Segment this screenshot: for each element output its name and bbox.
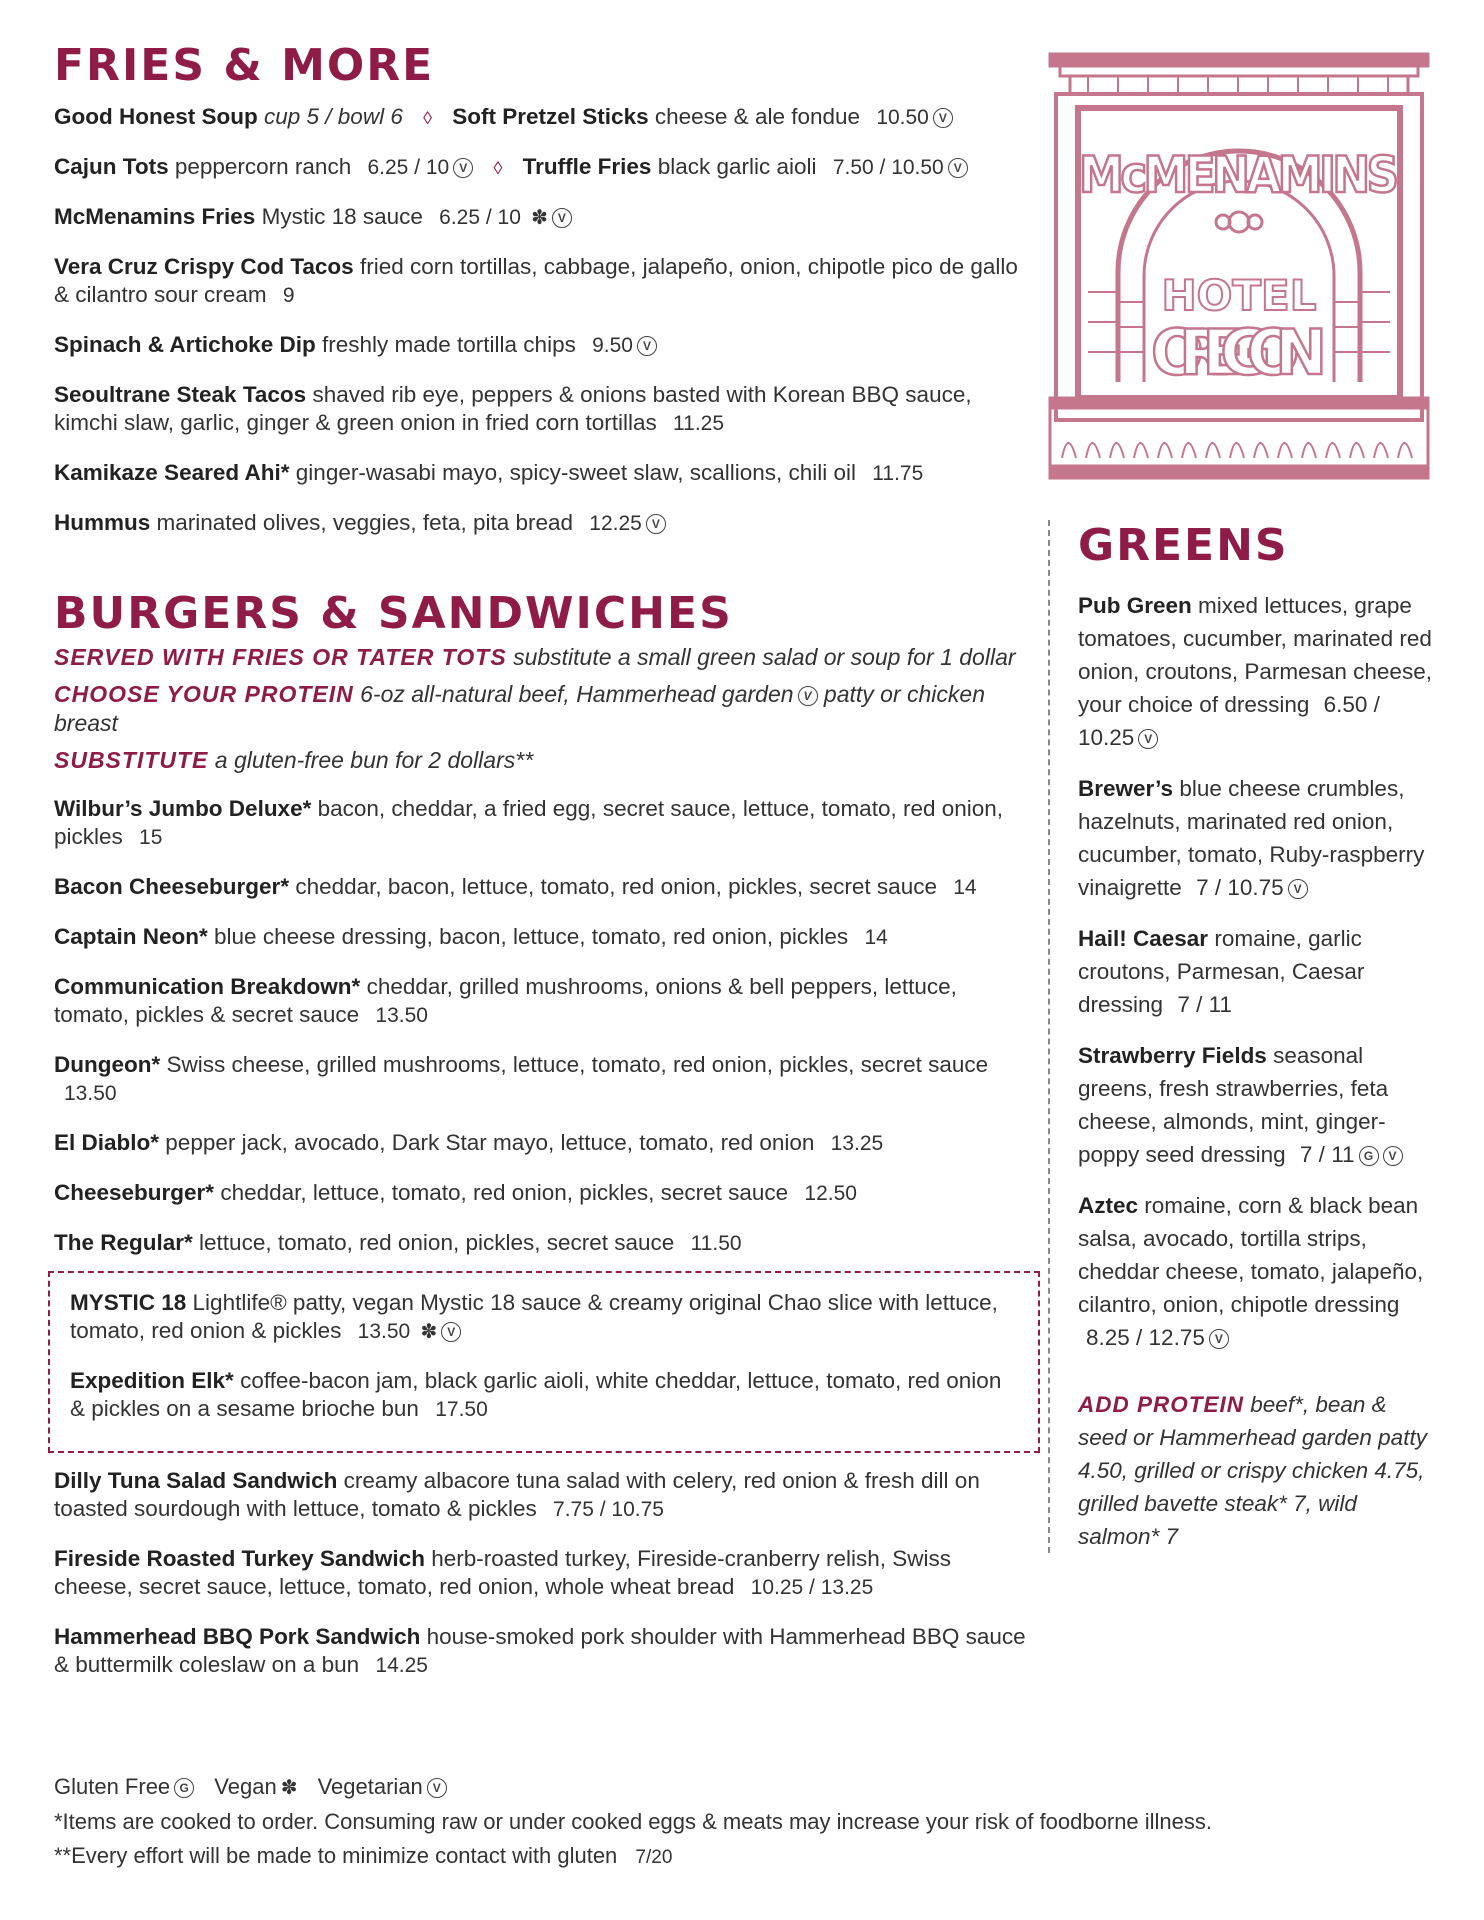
item-desc: pepper jack, avocado, Dark Star mayo, lettuce, tomato, red onion	[165, 1130, 815, 1155]
add-protein-note	[1078, 1388, 1432, 1553]
substitute-note	[54, 746, 1034, 775]
item-desc: cup 5 / bowl 6	[264, 104, 403, 129]
item-name: Hummus	[54, 510, 151, 535]
item-desc: romaine, corn & black bean salsa, avocado, tortilla strips, cheddar cheese, tomato, jalapeño, cilantro, onion, chipotle dressing	[1078, 1193, 1424, 1317]
item-price: 7.75 / 10.75	[553, 1498, 664, 1521]
item-desc: blue cheese crumbles, hazelnuts, marinated red onion, cucumber, tomato, Ruby-raspberry vinaigrette	[1078, 776, 1425, 900]
menu-item	[54, 509, 1034, 538]
item-name: Cheeseburger*	[54, 1180, 215, 1205]
item-desc: freshly made tortilla chips	[321, 332, 576, 357]
menu-item	[54, 1051, 1034, 1108]
item-price: 12.50	[804, 1182, 857, 1205]
item-price: 7.50 / 10.50	[832, 156, 944, 179]
vegan-icon: ✽	[420, 1321, 438, 1343]
item-name: Vera Cruz Crispy Cod Tacos	[54, 254, 354, 279]
item-price: 11.50	[690, 1232, 742, 1255]
raw-food-warning: *Items are cooked to order. Consuming raw or under cooked eggs & meats may increase your risk of foodborne illness.	[54, 1809, 1213, 1834]
logo-text-oregon: OREGON	[1151, 316, 1327, 389]
vegetarian-icon: V	[646, 514, 666, 534]
item-desc: shaved rib eye, peppers & onions basted with Korean BBQ sauce, kimchi slaw, garlic, ginger & green onion in fried corn tortillas	[54, 382, 972, 435]
fries-title: FRIES & MORE	[54, 40, 435, 91]
gluten-note	[54, 1839, 1212, 1875]
logo-graphic	[1048, 52, 1430, 480]
vegetarian-icon: V	[441, 1322, 461, 1342]
item-desc: cheddar, bacon, lettuce, tomato, red onion, pickles, secret sauce	[295, 874, 937, 899]
item-desc: seasonal greens, fresh strawberries, feta cheese, almonds, mint, ginger-poppy seed dressing	[1078, 1043, 1389, 1167]
item-desc: mixed lettuces, grape tomatoes, cucumber, marinated red onion, croutons, Parmesan cheese, your choice of dressing	[1078, 593, 1432, 717]
item-name: Captain Neon*	[54, 924, 208, 949]
item-name: Wilbur’s Jumbo Deluxe*	[54, 796, 312, 821]
menu-item	[54, 253, 1034, 310]
vegetarian-icon: V	[1288, 879, 1308, 899]
item-desc: Mystic 18 sauce	[261, 204, 423, 229]
item-price: 14.25	[375, 1654, 428, 1677]
separator-icon: ◊	[493, 158, 503, 178]
item-price: 13.50	[357, 1320, 411, 1343]
item-price: 8.25 / 12.75	[1086, 1325, 1205, 1350]
item-name: Bacon Cheeseburger*	[54, 874, 290, 899]
vegetarian-icon: V	[453, 158, 473, 178]
item-desc: coffee-bacon jam, black garlic aioli, white cheddar, lettuce, tomato, red onion & pickles on a sesame brioche bun	[70, 1368, 1002, 1421]
item-name: Truffle Fries	[522, 154, 652, 179]
logo-text-mcmenamins: McMENAMINS	[1079, 146, 1399, 204]
item-name: The Regular*	[54, 1230, 193, 1255]
legend-vegan: Vegan	[214, 1774, 277, 1799]
menu-item	[54, 331, 1034, 360]
item-desc: peppercorn ranch	[174, 154, 352, 179]
vegetarian-icon: V	[1383, 1146, 1403, 1166]
greens-title: GREENS	[1078, 520, 1289, 571]
item-desc: herb-roasted turkey, Fireside-cranberry relish, Swiss cheese, secret sauce, lettuce, tomato, red onion, whole wheat bread	[54, 1546, 951, 1599]
gluten-free-icon: G	[174, 1778, 194, 1798]
item-name: El Diablo*	[54, 1130, 160, 1155]
legend-vegetarian: Vegetarian	[317, 1774, 423, 1799]
item-desc: marinated olives, veggies, feta, pita bread	[156, 510, 574, 535]
item-name: Fireside Roasted Turkey Sandwich	[54, 1546, 425, 1571]
menu-item	[54, 873, 1034, 902]
menu-item	[54, 1623, 1034, 1680]
note-text: beef*, bean & seed or Hammerhead garden patty 4.50, grilled or crispy chicken 4.75, grilled bavette steak* 7, wild salmon* 7	[1078, 1392, 1427, 1549]
footer	[54, 1770, 1212, 1875]
item-desc: Swiss cheese, grilled mushrooms, lettuce, tomato, red onion, pickles, secret sauce	[166, 1052, 989, 1077]
item-price: 15	[139, 826, 163, 849]
legend-gluten-free: Gluten Free	[54, 1774, 171, 1799]
item-name: Good Honest Soup	[54, 104, 258, 129]
item-name: Pub Green	[1078, 593, 1192, 618]
item-name: MYSTIC 18	[70, 1290, 187, 1315]
menu-item	[54, 1229, 1034, 1258]
note-keyword: CHOOSE YOUR PROTEIN	[54, 681, 354, 707]
menu-item	[54, 795, 1034, 852]
note-text: a gluten-free bun for 2 dollars**	[214, 747, 534, 773]
item-desc: house-smoked pork shoulder with Hammerhead BBQ sauce & buttermilk coleslaw on a bun	[54, 1624, 1026, 1677]
item-price: 12.25	[589, 512, 642, 535]
salad-item	[1078, 1039, 1432, 1171]
item-price: 11.25	[673, 412, 725, 435]
menu-item	[54, 1179, 1034, 1208]
salad-item	[1078, 772, 1432, 904]
menu-date: 7/20	[635, 1847, 673, 1868]
item-price: 13.25	[830, 1132, 884, 1155]
item-name: Strawberry Fields	[1078, 1043, 1267, 1068]
vegetarian-icon: V	[1138, 729, 1158, 749]
item-price: 13.50	[64, 1082, 117, 1105]
menu-row-tots-truffle	[54, 153, 1034, 182]
item-name: McMenamins Fries	[54, 204, 256, 229]
menu-item	[54, 1545, 1034, 1602]
menu-item	[54, 381, 1034, 438]
item-name: Aztec	[1078, 1193, 1139, 1218]
item-name: Soft Pretzel Sticks	[452, 104, 649, 129]
item-price: 11.75	[872, 462, 924, 485]
item-price: 6.25 / 10	[439, 206, 521, 229]
hotel-oregon-logo	[1048, 52, 1430, 480]
item-price: 10.25 / 13.25	[750, 1576, 874, 1599]
item-name: Dilly Tuna Salad Sandwich	[54, 1468, 338, 1493]
note-keyword: SUBSTITUTE	[54, 747, 209, 773]
item-price: 7 / 11	[1177, 992, 1232, 1017]
item-desc: bacon, cheddar, a fried egg, secret sauce, lettuce, tomato, red onion, pickles	[54, 796, 1004, 849]
menu-item	[54, 973, 1034, 1030]
menu-item	[54, 203, 1034, 232]
burgers-title: BURGERS & SANDWICHES	[54, 588, 733, 639]
item-name: Hammerhead BBQ Pork Sandwich	[54, 1624, 421, 1649]
item-price: 14	[953, 876, 977, 899]
item-price: 10.50	[876, 106, 929, 129]
item-name: Dungeon*	[54, 1052, 161, 1077]
vegetarian-icon: V	[1209, 1329, 1229, 1349]
vegetarian-icon: V	[798, 686, 818, 706]
item-desc: cheese & ale fondue	[654, 104, 861, 129]
item-desc: Lightlife® patty, vegan Mystic 18 sauce & creamy original Chao slice with lettuce, tomato, red onion & pickles	[70, 1290, 998, 1343]
menu-item	[54, 1129, 1034, 1158]
salad-item	[1078, 589, 1432, 754]
menu-item	[70, 1367, 1018, 1424]
item-price: 7 / 10.75	[1196, 875, 1284, 900]
item-name: Brewer’s	[1078, 776, 1174, 801]
item-name: Kamikaze Seared Ahi*	[54, 460, 290, 485]
item-desc: black garlic aioli	[657, 154, 817, 179]
divider-line	[1048, 520, 1050, 1553]
gluten-free-icon: G	[1359, 1146, 1379, 1166]
gluten-note-text: **Every effort will be made to minimize contact with gluten	[54, 1843, 618, 1868]
vegetarian-icon: V	[948, 158, 968, 178]
menu-item	[54, 459, 1034, 488]
special-box	[48, 1271, 1040, 1453]
item-desc: ginger-wasabi mayo, spicy-sweet slaw, scallions, chili oil	[295, 460, 857, 485]
protein-note	[54, 680, 1034, 738]
logo-text-hotel: HOTEL	[1161, 271, 1317, 320]
item-name: Hail! Caesar	[1078, 926, 1209, 951]
separator-icon: ◊	[423, 108, 433, 128]
menu-item	[70, 1289, 1018, 1346]
item-price: 6.25 / 10	[367, 156, 450, 179]
item-name: Spinach & Artichoke Dip	[54, 332, 316, 357]
menu-item	[54, 923, 1034, 952]
left-column	[54, 40, 1034, 1701]
salad-item	[1078, 1189, 1432, 1354]
item-price: 9.50	[592, 334, 633, 357]
vegetarian-icon: V	[552, 208, 572, 228]
item-price: 13.50	[375, 1004, 428, 1027]
note-text: 6-oz all-natural beef, Hammerhead garden	[360, 681, 794, 707]
vegetarian-icon: V	[427, 1778, 447, 1798]
served-note	[54, 643, 1034, 672]
item-price: 6.50 / 10.25	[1078, 692, 1380, 750]
note-text: substitute a small green salad or soup for 1 dollar	[513, 644, 1016, 670]
vegan-icon: ✽	[531, 207, 548, 229]
greens-section	[1048, 520, 1432, 1553]
item-desc: creamy albacore tuna salad with celery, red onion & fresh dill on toasted sourdough with lettuce, tomato & pickles	[54, 1468, 980, 1521]
item-name: Expedition Elk*	[70, 1368, 234, 1393]
item-desc: cheddar, lettuce, tomato, red onion, pickles, secret sauce	[220, 1180, 789, 1205]
item-desc: lettuce, tomato, red onion, pickles, secret sauce	[199, 1230, 675, 1255]
note-keyword: ADD PROTEIN	[1078, 1392, 1245, 1417]
item-price: 14	[864, 926, 888, 949]
salad-item	[1078, 922, 1432, 1021]
item-desc: blue cheese dressing, bacon, lettuce, tomato, red onion, pickles	[214, 924, 849, 949]
item-desc: romaine, garlic croutons, Parmesan, Caesar dressing	[1078, 926, 1365, 1017]
note-keyword: SERVED WITH FRIES OR TATER TOTS	[54, 644, 507, 670]
legend-line	[54, 1770, 1212, 1805]
item-name: Cajun Tots	[54, 154, 169, 179]
item-price: 7 / 11	[1299, 1142, 1355, 1167]
item-price: 9	[282, 284, 295, 307]
item-desc: cheddar, grilled mushrooms, onions & bell peppers, lettuce, tomato, pickles & secret sauce	[54, 974, 957, 1027]
menu-item	[54, 1467, 1034, 1524]
item-price: 17.50	[435, 1398, 488, 1421]
note-text: patty or chicken breast	[54, 681, 986, 736]
menu-row-soup-pretzel	[54, 103, 1034, 132]
right-column	[1048, 52, 1432, 1553]
vegan-icon: ✽	[280, 1777, 298, 1799]
vegetarian-icon: V	[933, 108, 953, 128]
vegetarian-icon: V	[637, 336, 657, 356]
item-desc: fried corn tortillas, cabbage, jalapeño, onion, chipotle pico de gallo & cilantro sour cream	[54, 254, 1018, 307]
item-name: Communication Breakdown*	[54, 974, 361, 999]
item-name: Seoultrane Steak Tacos	[54, 382, 307, 407]
